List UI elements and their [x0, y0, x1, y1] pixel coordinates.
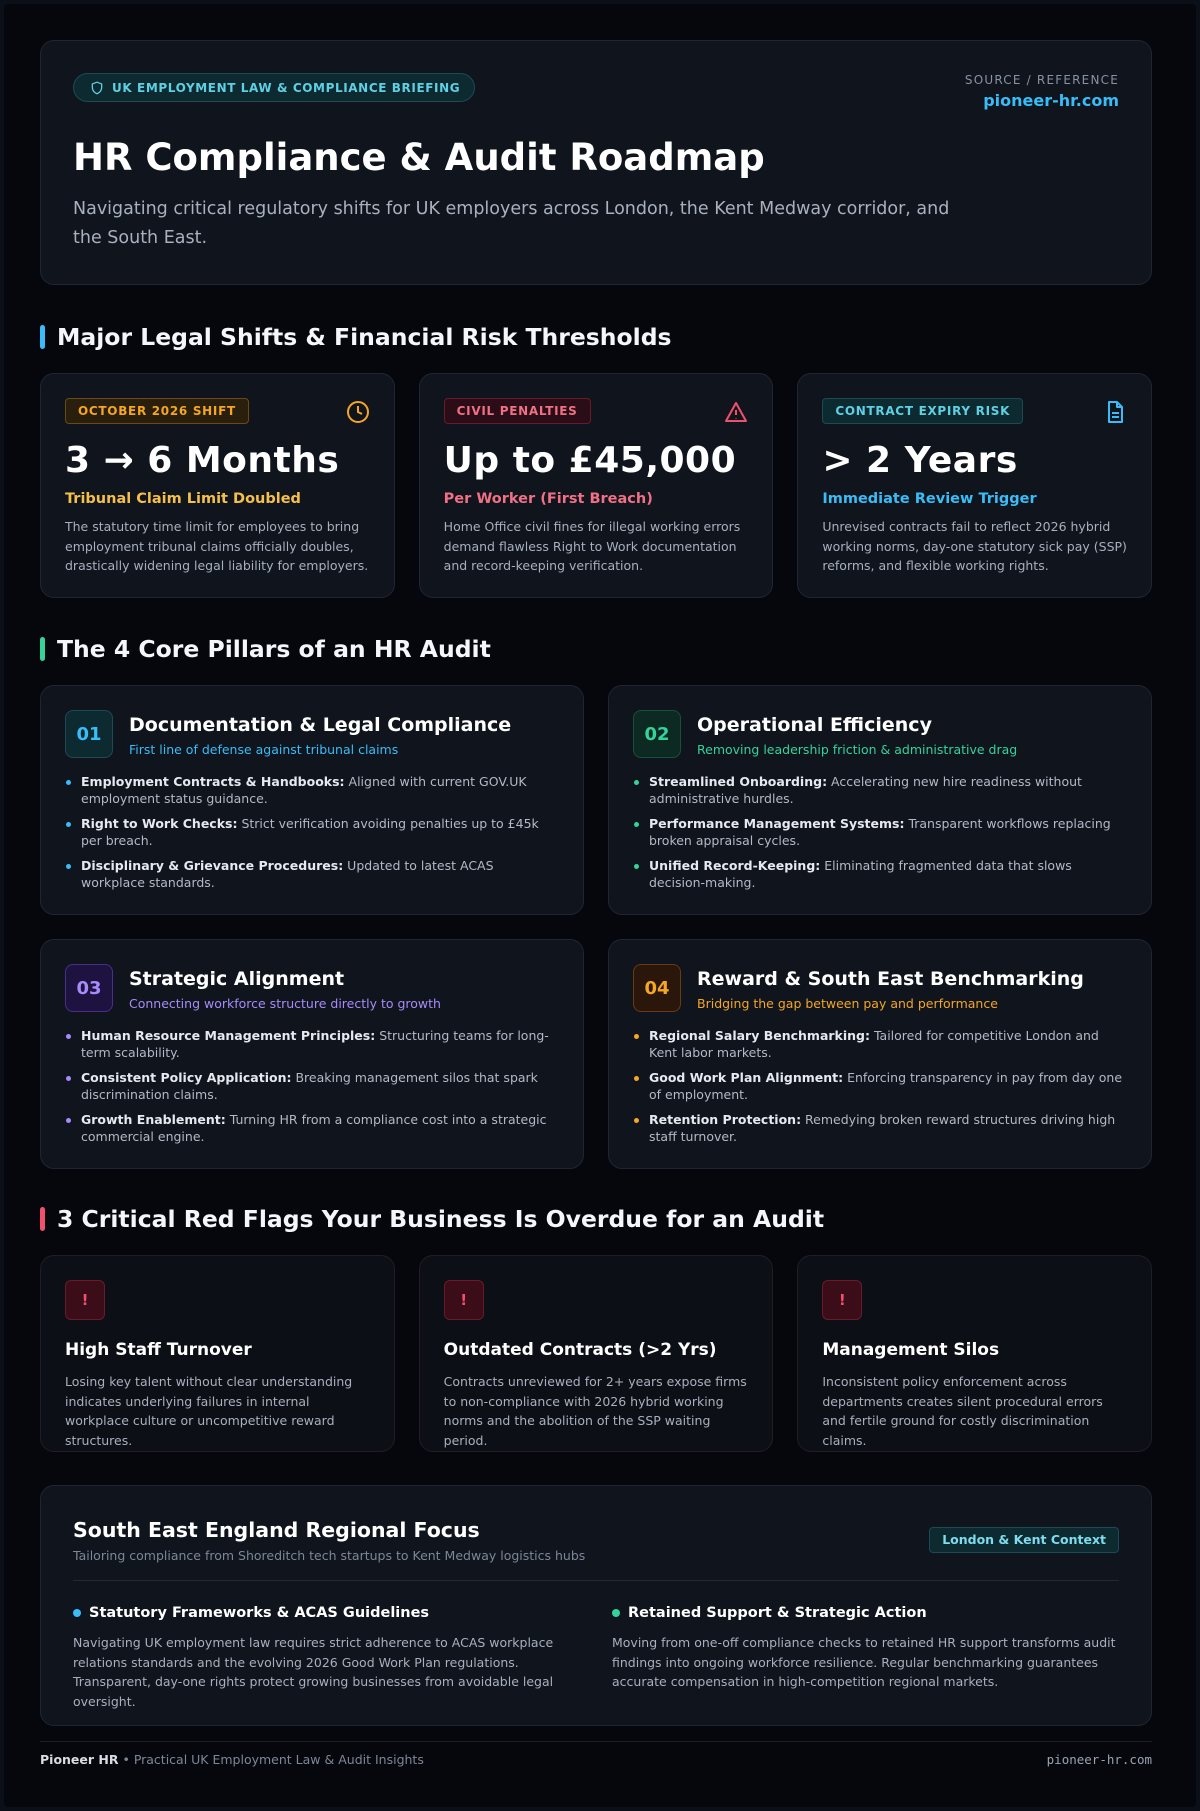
risk-tag: CIVIL PENALTIES — [444, 398, 591, 424]
risk-tag: OCTOBER 2026 SHIFT — [65, 398, 249, 424]
pillar-number: 01 — [65, 710, 113, 758]
list-item: Performance Management Systems: Transparent workflows replacing broken appraisal cycles. — [633, 816, 1127, 849]
risk-value: 3 → 6 Months — [65, 440, 340, 481]
pillar-list — [633, 1028, 1127, 1145]
section-title: 3 Critical Red Flags Your Business Is Overdue for an Audit — [57, 1205, 825, 1233]
red-flag-cards — [40, 1255, 1152, 1452]
alert-icon: ! — [444, 1280, 484, 1320]
flag-card-turnover — [40, 1255, 395, 1452]
risk-cards — [40, 373, 1152, 598]
regional-title: South East England Regional Focus — [73, 1518, 480, 1542]
regional-column-statutory — [73, 1605, 580, 1711]
section-accent-bar — [40, 637, 45, 661]
section-accent-bar — [40, 325, 45, 349]
section-heading-risks — [40, 321, 1152, 353]
document-icon — [1103, 400, 1127, 424]
shield-icon — [90, 81, 104, 95]
risk-value: > 2 Years — [822, 440, 1018, 481]
column-description: Moving from one-off compliance checks to retained HR support transforms audit findings into ongoing workforce resilience. Regular benchmarking guarantees accurate compensation in high-competition regional markets. — [612, 1635, 1116, 1689]
column-description: Navigating UK employment law requires strict adherence to ACAS workplace relations standards and the evolving 2026 Good Work Plan regulations. Transparent, day-one rights protect growing businesses from avoidable legal oversight. — [73, 1635, 554, 1709]
risk-card-penalties — [419, 373, 774, 598]
flag-description: Losing key talent without clear understanding indicates underlying failures in internal workplace culture or uncompetitive reward structures. — [65, 1374, 353, 1448]
pillar-title: Operational Efficiency — [697, 714, 932, 736]
warning-icon — [724, 400, 748, 424]
flag-card-silos — [797, 1255, 1152, 1452]
list-item: Human Resource Management Principles: Structuring teams for long-term scalability. — [65, 1028, 559, 1061]
context-badge: London & Kent Context — [929, 1527, 1119, 1553]
pillar-title: Documentation & Legal Compliance — [129, 714, 512, 736]
alert-icon: ! — [65, 1280, 105, 1320]
list-item: Growth Enablement: Turning HR from a compliance cost into a strategic commercial engine. — [65, 1112, 559, 1145]
footer-site-link[interactable]: pioneer-hr.com — [1046, 1752, 1152, 1767]
risk-tag: CONTRACT EXPIRY RISK — [822, 398, 1023, 424]
risk-subtitle: Immediate Review Trigger — [822, 491, 1037, 507]
clock-icon — [346, 400, 370, 424]
alert-icon: ! — [822, 1280, 862, 1320]
flag-description: Inconsistent policy enforcement across departments creates silent procedural errors and fertile ground for costly discrimination claims. — [822, 1374, 1103, 1448]
pillar-subtitle: Removing leadership friction & administrative drag — [697, 742, 1018, 757]
list-item: Streamlined Onboarding: Accelerating new hire readiness without administrative hurdles. — [633, 774, 1127, 807]
pillar-list — [633, 774, 1127, 891]
flag-title: High Staff Turnover — [65, 1340, 252, 1360]
section-accent-bar — [40, 1207, 45, 1231]
list-item: Right to Work Checks: Strict verification avoiding penalties up to £45k per breach. — [65, 816, 559, 849]
source-link[interactable]: pioneer-hr.com — [983, 91, 1119, 110]
list-item: Unified Record-Keeping: Eliminating fragmented data that slows decision-making. — [633, 858, 1127, 891]
list-item: Retention Protection: Remedying broken reward structures driving high staff turnover. — [633, 1112, 1127, 1145]
footer-brand: Pioneer HR — [40, 1752, 119, 1767]
risk-value: Up to £45,000 — [443, 440, 737, 481]
pillar-number: 04 — [633, 964, 681, 1012]
flag-title: Management Silos — [822, 1340, 1000, 1360]
page-subtitle: Navigating critical regulatory shifts for UK employers across London, the Kent Medway corridor, and the South East. — [73, 199, 950, 248]
regional-column-retained — [612, 1605, 1119, 1711]
pillar-subtitle: Connecting workforce structure directly to growth — [129, 996, 441, 1011]
risk-description: Home Office civil fines for illegal working errors demand flawless Right to Work documentation and record-keeping verification. — [443, 519, 741, 573]
briefing-badge-label: UK EMPLOYMENT LAW & COMPLIANCE BRIEFING — [112, 80, 461, 95]
footer — [40, 1741, 1152, 1767]
hero-card — [40, 40, 1152, 285]
risk-card-tribunal — [40, 373, 395, 598]
risk-subtitle: Per Worker (First Breach) — [443, 491, 653, 507]
pillar-number: 02 — [633, 710, 681, 758]
bullet-dot — [612, 1609, 620, 1617]
pillar-grid — [40, 685, 1152, 1169]
section-heading-pillars — [40, 633, 1152, 665]
briefing-badge — [73, 73, 475, 102]
bullet-dot — [73, 1609, 81, 1617]
risk-subtitle: Tribunal Claim Limit Doubled — [65, 491, 301, 507]
list-item: Disciplinary & Grievance Procedures: Updated to latest ACAS workplace standards. — [65, 858, 559, 891]
footer-tagline: • Practical UK Employment Law & Audit Insights — [118, 1752, 424, 1767]
column-title: Retained Support & Strategic Action — [628, 1605, 927, 1621]
risk-card-contracts — [797, 373, 1152, 598]
page-content — [40, 40, 1152, 1726]
pillar-number: 03 — [65, 964, 113, 1012]
source-reference — [965, 73, 1119, 110]
regional-subtitle: Tailoring compliance from Shoreditch tech startups to Kent Medway logistics hubs — [73, 1548, 586, 1563]
pillar-list — [65, 774, 559, 891]
pillar-subtitle: Bridging the gap between pay and performance — [697, 996, 998, 1011]
pillar-title: Strategic Alignment — [129, 968, 345, 990]
section-title: The 4 Core Pillars of an HR Audit — [57, 635, 491, 663]
list-item: Employment Contracts & Handbooks: Aligned with current GOV.UK employment status guidance. — [65, 774, 559, 807]
page-title: HR Compliance & Audit Roadmap — [73, 136, 765, 179]
list-item: Consistent Policy Application: Breaking management silos that spark discrimination claims. — [65, 1070, 559, 1103]
divider — [73, 1580, 1119, 1581]
section-heading-flags — [40, 1203, 1152, 1235]
pillar-subtitle: First line of defense against tribunal claims — [129, 742, 399, 757]
risk-description: Unrevised contracts fail to reflect 2026 hybrid working norms, day-one statutory sick pay (SSP) reforms, and flexible working rights. — [822, 519, 1127, 573]
flag-description: Contracts unreviewed for 2+ years expose firms to non-compliance with 2026 hybrid working norms and the abolition of the SSP waiting period. — [443, 1374, 747, 1448]
flag-title: Outdated Contracts (>2 Yrs) — [443, 1340, 717, 1360]
source-label: SOURCE / REFERENCE — [964, 73, 1119, 87]
pillar-card-strategic — [40, 939, 584, 1169]
list-item: Good Work Plan Alignment: Enforcing transparency in pay from day one of employment. — [633, 1070, 1127, 1103]
regional-focus-card — [40, 1485, 1152, 1726]
pillar-card-operational — [608, 685, 1152, 915]
column-title: Statutory Frameworks & ACAS Guidelines — [89, 1605, 430, 1621]
pillar-card-documentation — [40, 685, 584, 915]
pillar-card-reward — [608, 939, 1152, 1169]
pillar-title: Reward & South East Benchmarking — [697, 968, 1084, 990]
flag-card-contracts — [419, 1255, 774, 1452]
risk-description: The statutory time limit for employees to bring employment tribunal claims officially doubles, drastically widening legal liability for employers. — [65, 519, 369, 573]
section-title: Major Legal Shifts & Financial Risk Thresholds — [57, 323, 672, 351]
list-item: Regional Salary Benchmarking: Tailored for competitive London and Kent labor markets. — [633, 1028, 1127, 1061]
pillar-list — [65, 1028, 559, 1145]
